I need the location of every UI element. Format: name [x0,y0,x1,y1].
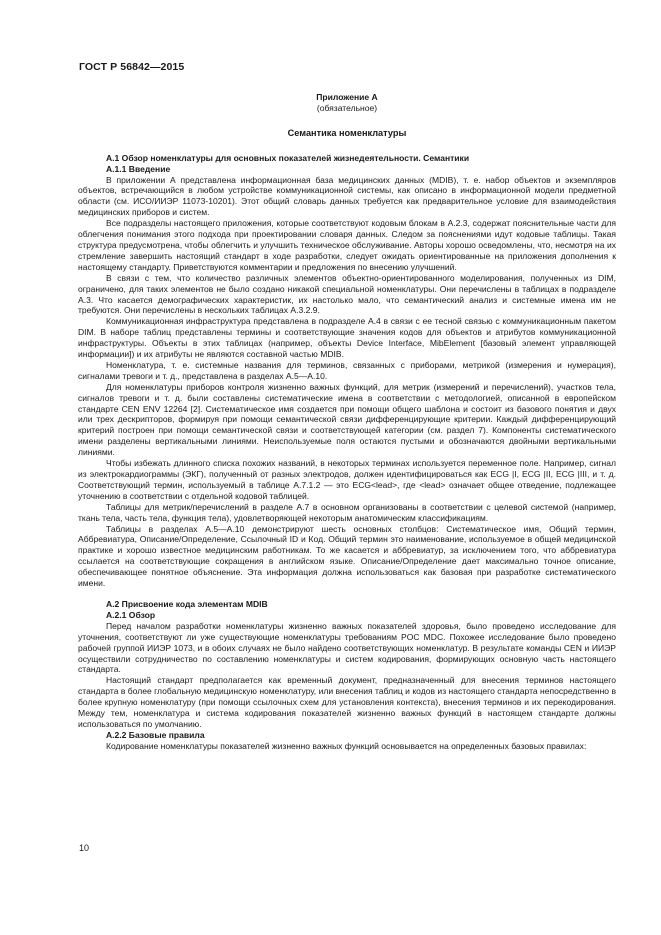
page-number: 10 [79,843,90,853]
paragraph: Номенклатура, т. е. системные названия для терминов, связанных с приборами, метрикой (измерения и нумерация), сигналами тревоги и т. д., представлена в разделах А.5—А.10. [78,359,616,381]
document-body [78,92,616,752]
paragraph: Перед началом разработки номенклатуры жизненно важных показателей здоровья, было проведено исследование для уточнения, соответствуют ли уже существующие номенклатуры требованиям POC MDC. Похожее исследование было проведено рабочей группой ИИЭР 1073, и в обоих случаях не было найдено соответствующих номенклатур. В результате команды CEN и ИИЭР осуществили сотрудничество по составлению номенклатуры и систем кодирования, формирующих основную часть настоящего стандарта. [78,620,616,675]
paragraph: Настоящий стандарт предполагается как временный документ, предназначенный для внесения терминов настоящего стандарта в более глобальную медицинскую номенклатуру, или внесения таблиц и кодов из настоящего стандарта непосредственно в более крупную номенклатуру (при помощи ссылочных схем для установления контекста), внесения терминов и их перекодирования. Между тем, номенклатура и система кодирования показателей жизненно важных функций в настоящем стандарте должны использоваться по умолчанию. [78,675,616,729]
paragraph: Коммуникационная инфраструктура представлена в подразделе А.4 в связи с ее тесной связью с коммуникационным пакетом DIM. В наборе таблиц представлены термины и соответствующие значения кодов для объектов и атрибутов коммуникационной инфраструктуры. Объекты в этих таблицах (например, объекты Device Interface, MibElement [базовый элемент управляющей информации]) и их атрибуты не являются составной частью MDIB. [78,316,616,360]
section-a21-heading: А.2.1 Обзор [106,609,156,620]
paragraph: Для номенклатуры приборов контроля жизненно важных функций, для метрик (измерений и перечислений), участков тела, сигналов тревоги и т. д. были составлены систематические имена в соответствии с методологией, описанной в европейском стандарте CEN ENV 12264 [2]. Систематическое имя создается при помощи общего шаблона и состоит из базового понятия и двух или трех дескрипторов, формируя при помощи семантической связи дифференцирующие критерии. Каждый дифференцирующий критерий построен при помощи семантической связи и соответствующей категории (см. раздел 7). Компоненты систематического имени разделены вертикальными линиями. Неиспользуемые поля остаются пустыми и обозначаются двойными вертикальными линиями. [78,381,616,458]
paragraph: Кодирование номенклатуры показателей жизненно важных функций основывается на определенных базовых правилах: [106,740,587,751]
appendix-name: Семантика номенклатуры [287,127,407,138]
paragraph: Чтобы избежать длинного списка похожих названий, в некоторых терминах используется переменное поле. Например, сигнал из электрокардиограммы (ЭКГ), полученный от разных электродов, должен идентифицироваться как ECG |I, ECG |II, ECG |III, и т. д. Соответствующий термин, используемый в таблице А.7.1.2 — это ECG<lead>, где <lead> означает общее отведение, подлежащее уточнению в соответствии с отдельной кодовой таблицей. [78,458,616,501]
appendix-status: (обязательное) [316,102,378,113]
section-a1-heading: А.1 Обзор номенклатуры для основных показателей жизнедеятельности. Семантики [106,152,470,163]
paragraph: Таблицы в разделах А.5—А.10 демонстрируют шесть основных столбцов: Систематическое имя, Общий термин, Аббревиатура, Описание/Определение, Ссылочный ID и Код. Общий термин это наименование, используемое в общей медицинской практике и хорошо известное медицинским работникам. То же касается и аббревиатур, за исключением того, что аббревиатура ссылается на соответствующие сокращения в английском языке. Описание/Определение дает максимально точное описание, обеспечивающее понятное объяснение. Эта информация должна использоваться как базовая при разработке систематического имени. [78,523,616,589]
section-a2-heading: А.2 Присвоение кода элементам MDIB [106,598,268,609]
paragraph: В приложении А представлена информационная база медицинских данных (MDIB), т. е. набор объектов и экземпляров объектов, встречающийся в любом устройстве коммуникационной системы, как описано в информационной модели предметной области (см. ИСО/ИИЭР 11073-10201). Этот общий словарь данных требуется как предварительное условие для взаимодействия медицинских приборов и систем. [78,174,616,218]
appendix-title: Приложение А [316,92,378,102]
paragraph: Все подразделы настоящего приложения, которые соответствуют кодовым блокам в А.2.3, содержат пояснительные части для облегчения понимания этого подхода при проектировании словаря данных. Следом за пояснениями идут кодовые таблицы. Такая структура предусмотрена, чтобы облегчить и улучшить техническое обслуживание. Авторы хорошо осведомлены, что, несмотря на их стремление завершить настоящий стандарт в ходе разработки, следует ожидать ориентированные на приложения дополнения к настоящему стандарту. Приветствуются комментарии и предложения по внесению улучшений. [78,218,616,272]
paragraph: Таблицы для метрик/перечислений в разделе А.7 в основном организованы в соответствии с целевой системой (например, ткань тела, часть тела, функция тела), удовлетворяющей некоторым анатомическим классификациям. [78,501,616,523]
section-a22-heading: А.2.2 Базовые правила [106,729,205,740]
paragraph: В связи с тем, что количество различных элементов объектно-ориентированного моделирования, полученных из DIM, ограничено, для таких элементов не было создано никакой специальной номенклатуры. Они перечислены в таблицах в подразделе А.3. Что касается демографических характеристик, их настолько мало, что семантический анализ и системные имена им не требуются. Они перечислены в нескольких таблицах А.3.2.9. [78,272,616,316]
section-a11-heading: А.1.1 Введение [106,163,171,174]
standard-header: ГОСТ Р 56842—2015 [79,61,185,73]
